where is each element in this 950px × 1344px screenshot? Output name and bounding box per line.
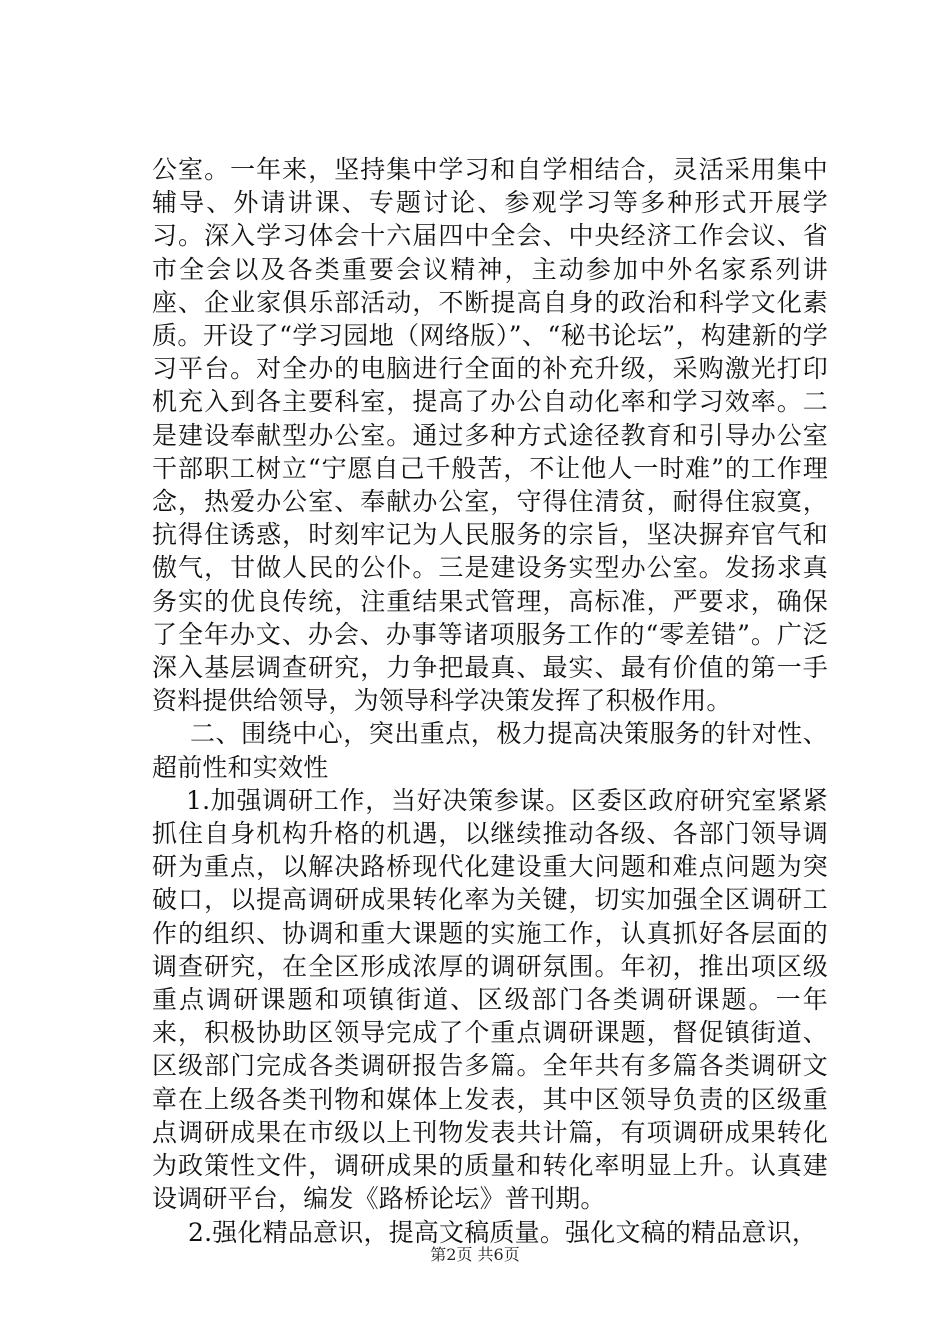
paragraph-office-building: 公室。一年来，坚持集中学习和自学相结合，灵活采用集中辅导、外请讲课、专题讨论、参观学习等多种形式开展学习。深入学习体会十六届四中全会、中央经济工作会议、省市全会以及各类重要会议精神，主动参加中外名家系列讲座、企业家俱乐部活动，不断提高自身的政治和科学文化素质。开设了“学习园地（网络版）”、“秘书论坛”，构建新的学习平台。对全办的电脑进行全面的补充升级，采购激光打印机充入到各主要科室，提高了办公自动化率和学习效率。二是建设奉献型办公室。通过多种方式途径教育和引导办公室干部职工树立“宁愿自己千般苦，不让他人一时难”的工作理念，热爱办公室、奉献办公室，守得住清贫，耐得住寂寞，抗得住诱惑，时刻牢记为人民服务的宗旨，坚决摒弃官气和傲气，甘做人民的公仆。三是建设务实型办公室。发扬求真务实的优良传统，注重结果式管理，高标准，严要求，确保了全年办文、办会、办事等诸项服务工作的“零差错”。广泛深入基层调查研究，力争把最真、最实、最有价值的第一手资料提供给领导，为领导科学决策发挥了积极作用。 — [152, 155, 828, 716]
paragraph-research-work: 1.加强调研工作，当好决策参谋。区委区政府研究室紧紧抓住自身机构升格的机遇，以继续推动各级、各部门领导调研为重点，以解决路桥现代化建设重大问题和难点问题为突破口，以提高调研成果转化率为关键，切实加强全区调研工作的组织、协调和重大课题的实施工作，认真抓好各层面的调查研究，在全区形成浓厚的调研氛围。年初，推出项区级重点调研课题和项镇街道、区级部门各类调研课题。一年来，积极协助区领导完成了个重点调研课题，督促镇街道、区级部门完成各类调研报告多篇。全年共有多篇各类调研文章在上级各类刊物和媒体上发表，其中区领导负责的区级重点调研成果在市级以上刊物发表共计篇，有项调研成果转化为政策性文件，调研成果的质量和转化率明显上升。认真建设调研平台，编发《路桥论坛》普刊期。 — [152, 785, 828, 1214]
page-footer: 第2页 共6页 — [430, 1245, 520, 1264]
body-text — [152, 153, 828, 1249]
paragraph-quality-manuscripts: 2.强化精品意识，提高文稿质量。强化文稿的精品意识， — [188, 1217, 818, 1247]
section-heading-decision-service: 二、围绕中心，突出重点，极力提高决策服务的针对性、超前性和实效性 — [152, 719, 828, 782]
